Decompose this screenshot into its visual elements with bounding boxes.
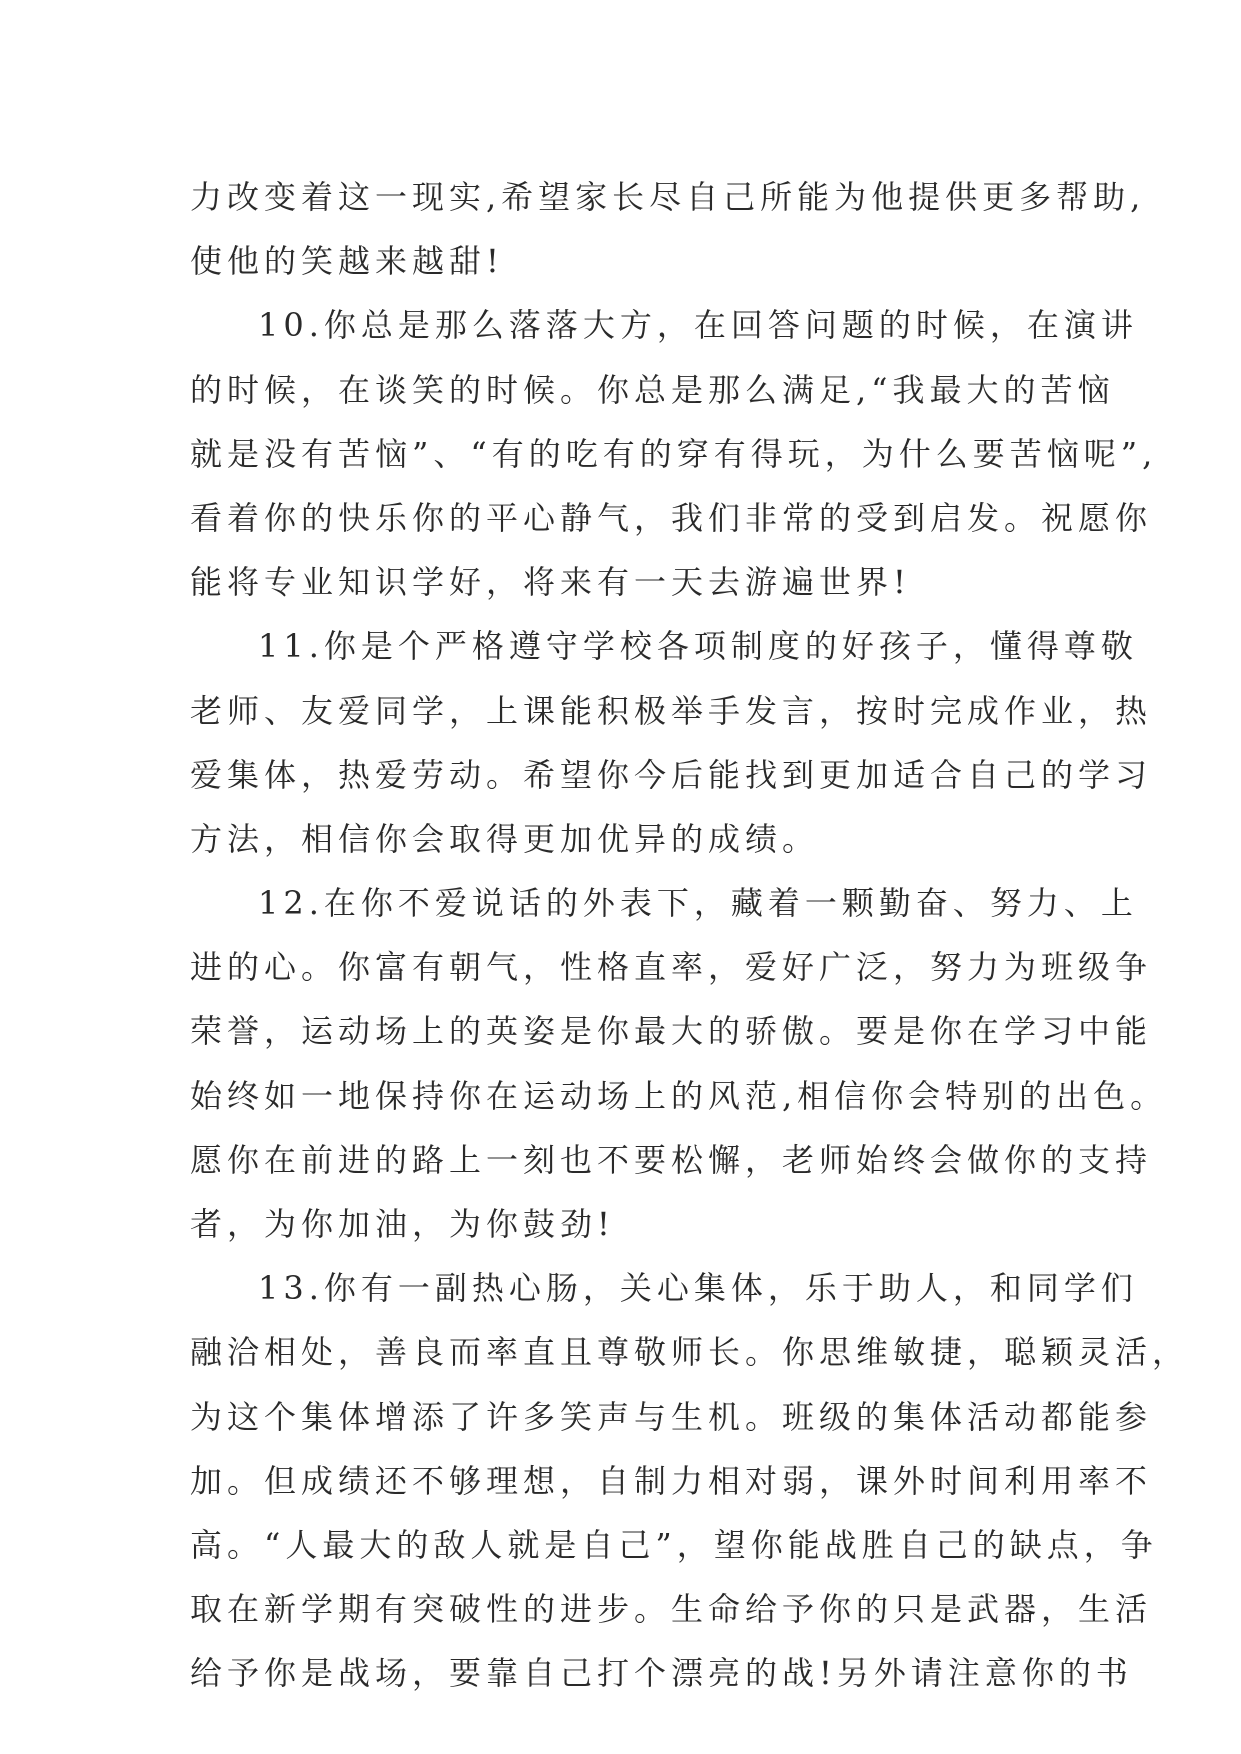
text-line: 给予你是战场，要靠自己打个漂亮的战!另外请注意你的书 [190,1654,1133,1693]
document-body [190,165,1190,1706]
text-line: 始终如一地保持你在运动场上的风范,相信你会特别的出色。 [190,1076,1168,1115]
item-10-first-line: 10.你总是那么落落大方，在回答问题的时候，在演讲 [258,306,1138,345]
item-13-first-line: 13.你有一副热心肠，关心集体，乐于助人，和同学们 [258,1269,1138,1308]
text-line: 能将专业知识学好，将来有一天去游遍世界! [190,563,911,602]
text-line: 的时候，在谈笑的时候。你总是那么满足,“我最大的苦恼 [190,370,1115,409]
text-line: 高。“人最大的敌人就是自己”，望你能战胜自己的缺点，争 [190,1525,1158,1564]
text-line: 进的心。你富有朝气，性格直率，爱好广泛，努力为班级争 [190,948,1153,987]
text-line: 取在新学期有突破性的进步。生命给予你的只是武器，生活 [190,1590,1153,1629]
text-line: 方法，相信你会取得更加优异的成绩。 [190,819,820,858]
text-line: 力改变着这一现实,希望家长尽自己所能为他提供更多帮助, [190,178,1146,216]
text-line: 看着你的快乐你的平心静气，我们非常的受到启发。祝愿你 [190,498,1153,537]
item-11-first-line: 11.你是个严格遵守学校各项制度的好孩子，懂得尊敬 [258,627,1138,666]
text-line: 使他的笑越来越甜! [190,242,504,281]
text-line: 融洽相处，善良而率直且尊敬师长。你思维敏捷，聪颖灵活， [190,1333,1190,1372]
text-line: 就是没有苦恼”、“有的吃有的穿有得玩，为什么要苦恼呢”, [190,434,1158,473]
text-line: 为这个集体增添了许多笑声与生机。班级的集体活动都能参 [190,1397,1153,1436]
text-line: 老师、友爱同学，上课能积极举手发言，按时完成作业，热 [190,691,1153,730]
text-line: 荣誉，运动场上的英姿是你最大的骄傲。要是你在学习中能 [190,1012,1153,1051]
text-line: 愿你在前进的路上一刻也不要松懈，老师始终会做你的支持 [190,1140,1153,1179]
text-line: 加。但成绩还不够理想，自制力相对弱，课外时间利用率不 [190,1461,1153,1500]
text-line: 爱集体，热爱劳动。希望你今后能找到更加适合自己的学习 [190,755,1153,794]
item-12-first-line: 12.在你不爱说话的外表下，藏着一颗勤奋、努力、上 [258,884,1138,923]
text-line: 者，为你加油，为你鼓劲! [190,1205,615,1243]
